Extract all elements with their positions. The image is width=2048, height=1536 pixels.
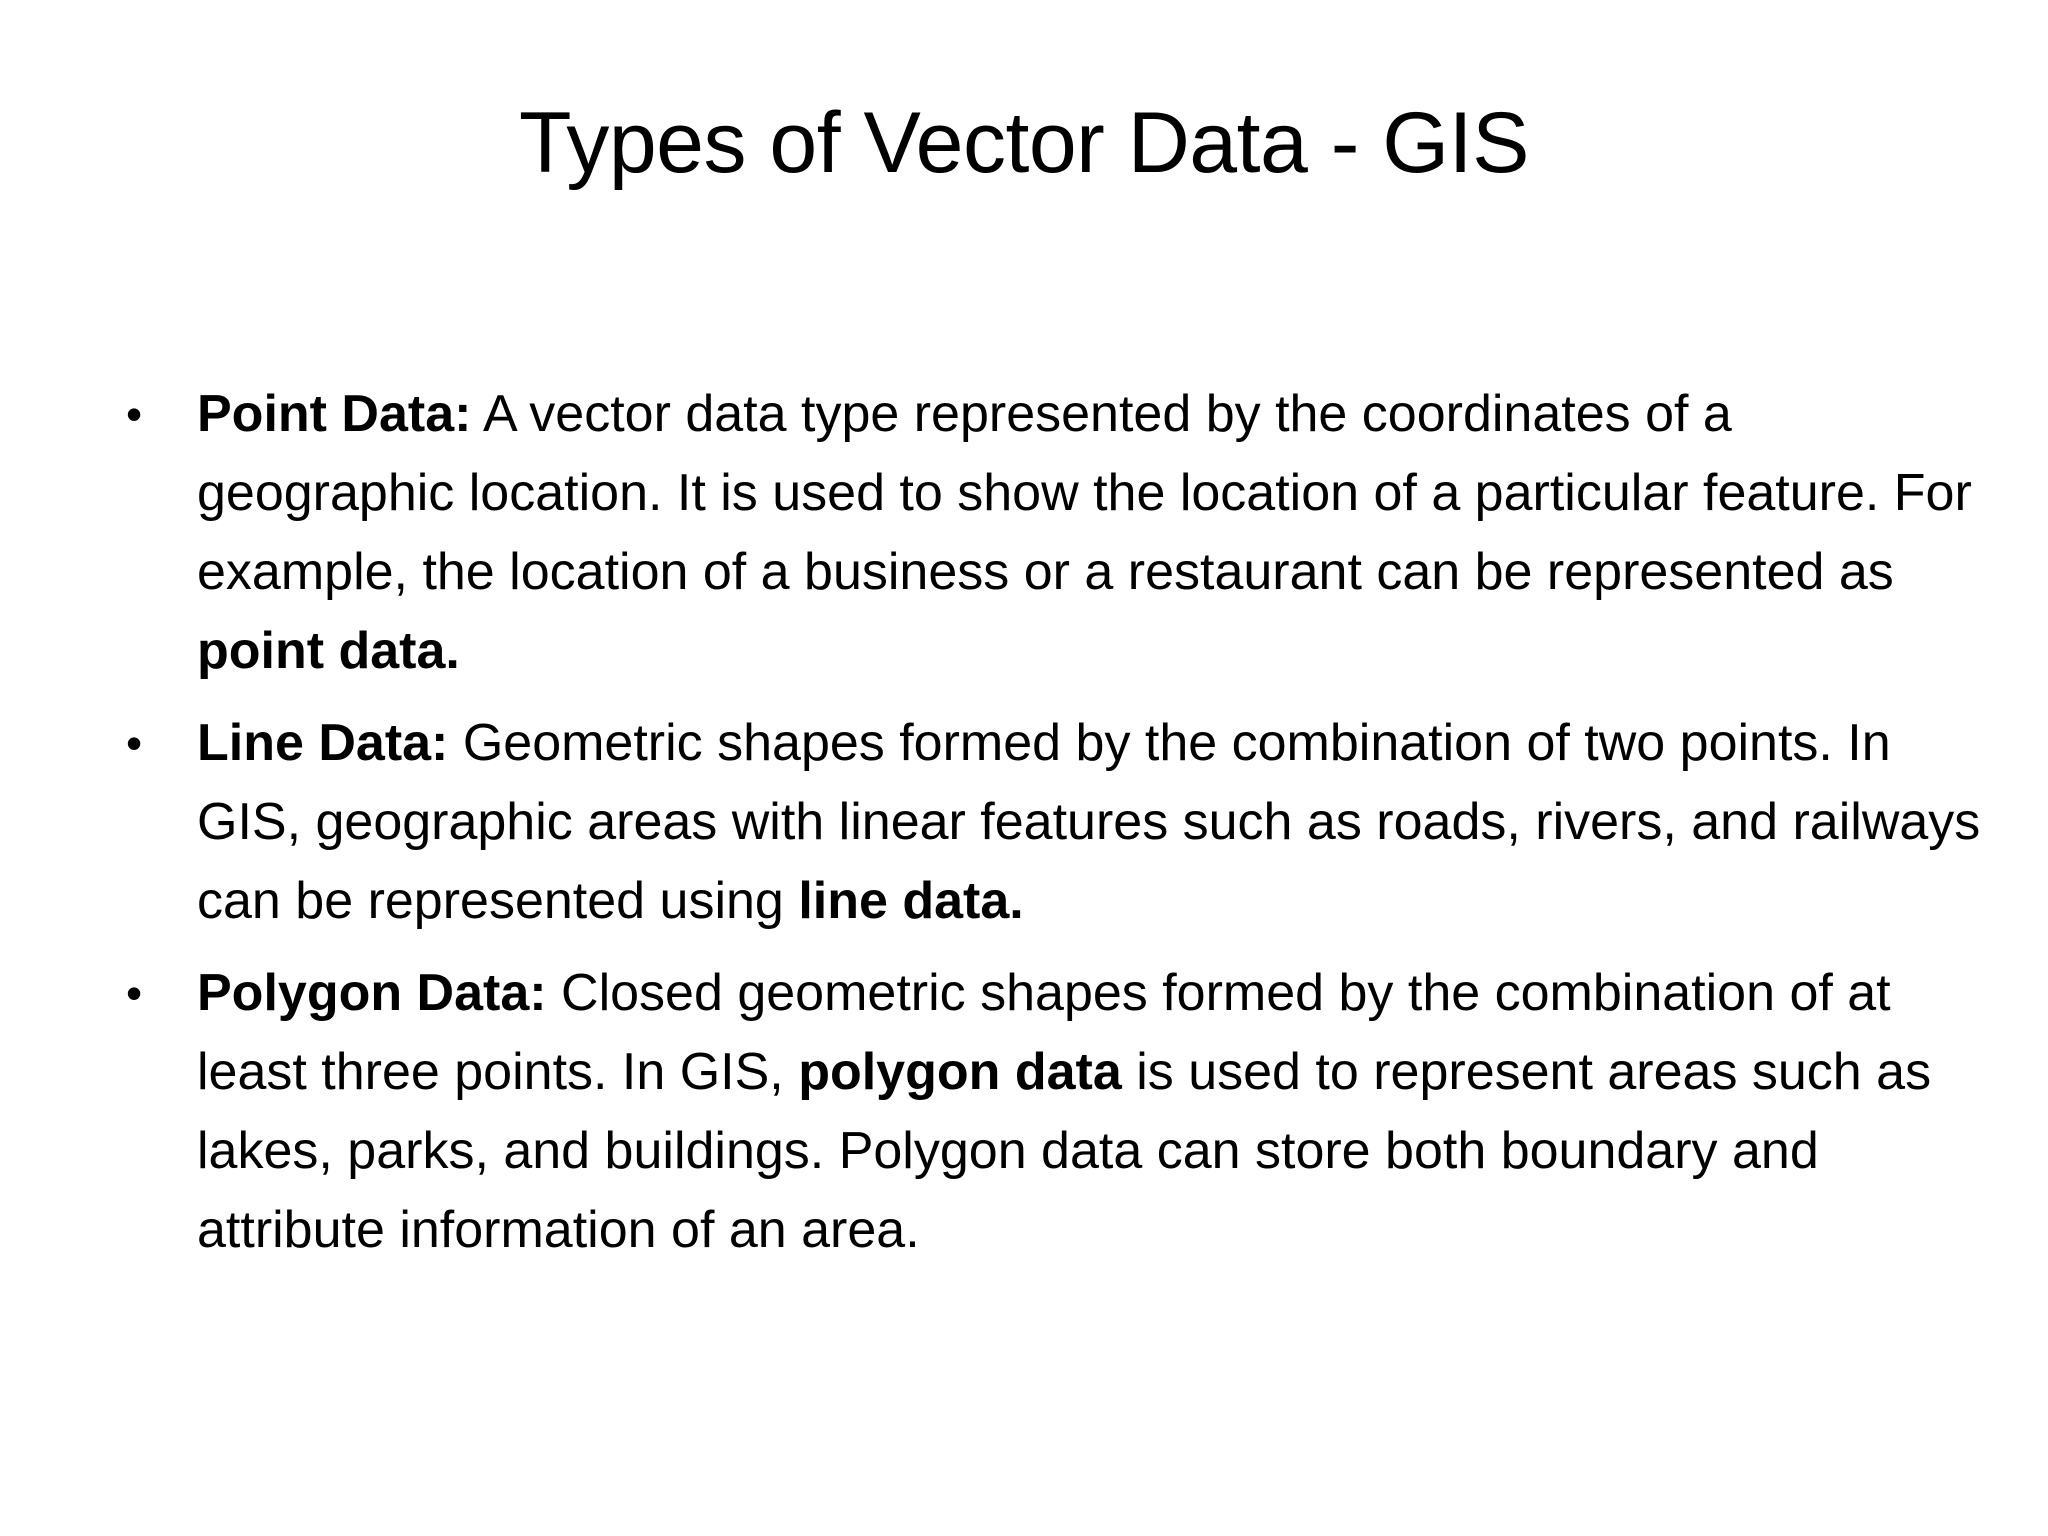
bullet-term: Line Data: [197,714,449,772]
bullet-icon: • [126,388,143,440]
bullet-text: Geometric shapes formed by the combination of two points. In GIS, geographic areas with linear features such as roads, rivers, and railways can be represented using [197,714,1981,930]
bullet-item-point-data [110,375,1990,691]
bullet-emphasis: polygon data [798,1043,1122,1101]
bullet-term: Polygon Data: [197,964,547,1022]
bullet-term: Point Data: [197,385,472,443]
bullet-emphasis: line data. [798,872,1024,930]
bullet-list [110,375,1990,1283]
bullet-icon: • [126,717,143,769]
bullet-icon: • [126,967,143,1019]
slide-title: Types of Vector Data - GIS [519,95,1529,191]
bullet-text-tail: is used to represent areas such as lakes, parks, and buildings. Polygon data can store both boundary and attribute information of an area. [197,1043,1932,1259]
bullet-item-polygon-data [110,954,1990,1270]
bullet-emphasis: point data. [197,622,460,680]
bullet-item-line-data [110,704,1990,941]
bullet-text: A vector data type represented by the coordinates of a geographic location. It is used to show the location of a particular feature. For example, the location of a business or a restaurant can be represented as [197,385,1972,601]
bullet-text: Closed geometric shapes formed by the combination of at least three points. In GIS, [197,964,1891,1101]
